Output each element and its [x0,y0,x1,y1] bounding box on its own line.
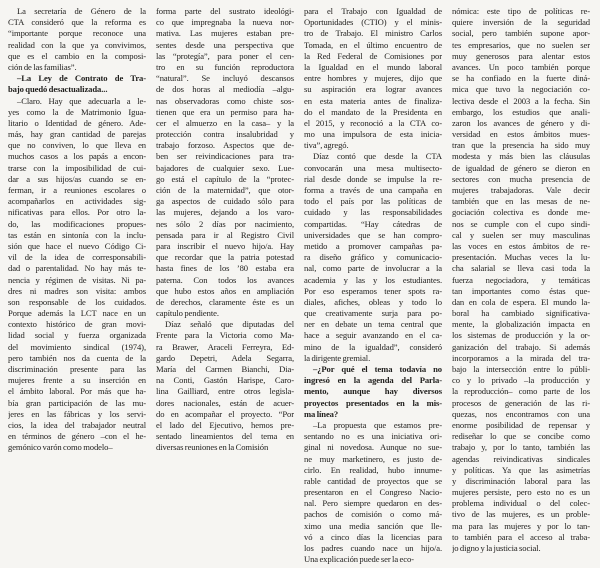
article-heading-line: ingresó en la agenda del Parla- [304,375,442,386]
article-text-line: pero también nos da cuenta de la [8,352,146,363]
article-text-line: mativa. Las mujeres estaban pre- [156,28,294,39]
article-text-line: convocarán una mesa multisecto- [304,162,442,173]
article-text-line: modesta y más bien las cláusulas [452,151,590,162]
article-text-line: cios, la idea del trabajador neutral [8,419,146,430]
article-text-line: –Claro. Hay que adecuarla a le- [17,95,146,106]
article-text-line: to también para el acceso al traba- [452,531,590,542]
article-text-line: –La propuesta que estamos pre- [313,419,442,430]
article-text-line: fuerza negociadora, y temáticas [452,274,590,285]
article-text-line: go está el capítulo de la “protec- [156,173,294,184]
article-text-line: sión que hace el nuevo Código Ci- [8,240,146,251]
article-text-line: nal, como parte de involucrar a la [304,263,442,274]
article-text-line: que hubo estos años en ampliación [156,285,294,296]
article-text-line: tienen que era un permiso para ha- [156,106,294,117]
article-text-line: para inscribir el nuevo hijo/a. Hay [156,240,294,251]
article-text-line: enorme posibilidad de repensar y [452,419,590,430]
article-text-line: dres ni madres son visita: ambos [8,285,146,296]
article-text-line: sentado lineamientos del tema en [156,431,294,442]
article-text-line: gociación colectiva es donde me- [452,207,590,218]
article-text-line: nes sólo 2 días por nacimiento, [156,218,294,229]
article-text-line: diales, afiches, obleas y todo lo [304,296,442,307]
article-text-line: mo una impulsora de esta inicia- [304,129,442,140]
article-text-line: ma para las mujeres y por lo tan- [452,520,590,531]
article-text-line: Una explicación puede ser la eco- [304,554,414,565]
article-text-line: que es el cambio en la composi- [8,50,146,61]
article-text-line: la dirigente gremial. [304,352,371,363]
article-text-line: vil de la idea de corresponsabili- [8,252,146,263]
article-text-line: Por eso esperamos tener spots ra- [304,285,442,296]
article-text-line: tran que la presencia ha sido muy [452,140,590,151]
article-text-line: presentaron en el Congreso Nacio- [304,487,442,498]
article-text-line: el 2015, y reconoció a la CTA co- [304,117,442,128]
article-text-line: cirlo. En realidad, hubo innume- [304,464,442,475]
article-text-line: sentando no es una iniciativa ori- [304,431,442,442]
article-text-line: sentes desde una perspectiva que [156,39,294,50]
article-text-line: la reproducción– como parte de los [452,386,590,397]
article-text-line: de igualdad de género se dieron en [452,162,590,173]
article-text-line: las “protegía”, para poner el cen- [156,50,294,61]
article-text-line: la Red Federal de Comisiones por [304,50,442,61]
article-column [452,6,590,568]
article-text-line: ga aspectos de cuidado sólo para [156,196,294,207]
article-text-line: forma parte del sustrato ideológi- [156,6,294,16]
article-text-line: de derechos, claramente éste es un [156,296,294,307]
article-text-line: tro de Trabajo. El ministro Carlos [304,28,442,39]
article-text-line: “natural”. Se incluyó descansos [156,73,294,84]
article-text-line: discriminación presente para las [8,364,146,374]
article-text-line: pensada para ir al Registro Civil [156,229,294,240]
article-text-line: el ámbito laboral. Por más que ha- [8,386,146,397]
article-text-line: su aspiración era lograr avances [304,84,442,95]
article-text-line: el lado del Ejecutivo, hemos pre- [156,419,294,430]
article-text-line: lina Gailliard, entre otros legisla- [156,386,294,397]
article-text-line: incorporamos a la mirada del tra- [452,352,590,363]
article-text-line: zaron los avances de género y di- [452,117,590,128]
article-text-line: mente, la globalización impacta en [452,319,590,330]
article-heading-line: –¿Por qué el tema todavía no [313,364,442,374]
article-text-line: ximo una media sanción que lle- [304,520,442,531]
article-text-line: muchos casos a los papás a encon- [8,151,146,162]
article-text-line: de dos horas al mediodía –algu- [156,84,294,95]
article-text-line: hasta fines de los ’80 estaba era [156,263,294,274]
article-text-line: que no conviven, lo que lleva en [8,140,146,151]
article-text-line: CTA consideró que la reforma es [8,17,146,28]
article-text-line: más, hay gran cantidad de parejas [8,129,146,140]
article-column [156,6,294,568]
article-text-line: ra diseño gráfico y comunicacio- [304,252,442,263]
article-text-line: cha salarial se lleva casi toda la [452,263,590,274]
article-text-line: lidad social y fuerza organizada [8,330,146,341]
article-text-line: rable cantidad de proyectos que se [304,475,442,486]
article-text-line: embargo, los estudios que anali- [452,106,590,117]
article-text-line: nencia y régimen de visitas. Ni pa- [8,274,146,285]
article-text-line: quiere inversión de la seguridad [452,17,590,28]
article-text-line: muy generosos para alentar estos [452,50,590,61]
article-text-line: del movimiento sindical (1974), [8,341,146,352]
article-heading-line: proyectos presentados en la mis- [304,397,442,408]
article-text-line: co y lo privado –la producción y [452,375,590,386]
article-text-line: entre hombres y mujeres, dijo que [304,73,442,84]
article-text-line: litario o Identidad de género. Ade- [8,117,146,128]
article-text-line: sectores con mucha presencia de [452,173,590,184]
article-text-line: gardo Depetri, Adela Segarra, [156,352,294,363]
article-text-line: mujeres frente a su inserción en [8,375,146,386]
article-text-line: tas están en sintonía con la inclu- [8,229,146,240]
article-text-line: jeres en las fábricas y los servi- [8,408,146,419]
article-text-line: trabajo forzoso. Aspectos que de- [156,140,294,151]
article-text-line: paterna. Con todos los avances [156,274,294,285]
article-text-line: nos se cumple con el cupo sindi- [452,218,590,229]
article-text-line: también que en las mesas de ne- [452,196,590,207]
article-text-line: bajadores de cualquier sexo. Lue- [156,162,294,173]
article-text-line: universidades que se han compro- [304,229,442,240]
article-text-line: ben ser reivindicaciones para tra- [156,151,294,162]
article-text-line: academia y las y los estudiantes. [304,274,442,285]
article-text-line: ner en debate un tema central que [304,319,442,330]
article-heading-line: –La Ley de Contrato de Tra- [17,73,146,84]
article-text-line: pachos de comisión o como má- [304,509,442,520]
article-text-line: avances. Un poco también porque [452,61,590,72]
article-text-line: rial desde donde se impulse la re- [304,173,442,184]
article-text-line: bajo la intersección entre lo públi- [452,364,590,374]
article-text-line: contexto histórico de gran movi- [8,319,146,330]
article-text-line: ginal ni novedosa. Aunque no sue- [304,442,442,453]
article-text-line: vó a cinco días la licencias para [304,531,442,542]
article-text-line: protección contra insalubridad y [156,129,294,140]
article-text-line: cuidado y las responsabilidades [304,207,442,218]
article-text-line: mino de la igualdad”, consideró [304,341,442,352]
article-text-line: hace a seguir avanzando en el ca- [304,330,442,341]
article-text-line: co que impregnaba la nueva nor- [156,17,294,28]
article-heading-line: ma línea? [304,408,339,419]
article-text-line: mujeres trabajadoras. Vale decir [452,185,590,195]
article-text-line: las mujeres, dejando a los varo- [156,207,294,218]
article-text-line: Díaz contó que desde la CTA [313,151,442,162]
article-text-line: Porque además la LCT nace en un [8,308,146,319]
article-text-line: dores nacionales, están de acuer- [156,397,294,408]
article-text-line: diversas reuniones en la Comisión [156,442,269,453]
article-text-line: trarse con la imposibilidad de cui- [8,162,146,173]
article-text-line: dad o parentalidad. No hay más te- [8,263,146,274]
article-text-line: procesos de generación de las ri- [452,397,590,408]
article-text-line: trabajo y, por lo tanto, también las [452,442,590,453]
article-text-line: acompañarlos en actividades sig- [8,196,146,207]
article-text-line: tivo de las mujeres, es un proble- [452,509,590,520]
article-text-line: ferman, ir a reuniones escolares o [8,185,146,195]
article-text-line: mujeres persiste, pero esto no es un [452,487,590,498]
article-text-line: que creativamente surja para po- [304,308,442,319]
article-text-line: se ha confiado en la fuerte diná- [452,73,590,84]
article-text-line: y políticas. Ya que las asimetrías [452,464,590,475]
article-text-line: y discriminación laboral para las [452,475,590,486]
article-text-line: las voces en estos ámbitos de re- [452,240,590,251]
article-text-line: tro en su función reproductora [156,61,294,72]
article-text-line: bía gran participación de las mu- [8,397,146,408]
article-text-line: social, pero también supone apor- [452,28,590,39]
article-text-line: capítulo pendiente. [156,308,219,319]
article-column [304,6,442,568]
article-text-line: Tomada, en el último encuentro de [304,39,442,50]
article-text-line: jo digno y la justicia social. [452,543,541,553]
article-text-line: tiva”, agregó. [304,140,349,151]
article-text-line: problema individual o del colec- [452,498,590,509]
article-text-line: nas observadoras como chiste sos- [156,95,294,106]
article-text-line: todo el país por las políticas de [304,196,442,207]
article-text-line: tan importantes como éstas que- [452,285,590,296]
article-text-line: los padres cuando nace un hijo/a. [304,543,442,553]
article-text-line: Díaz señaló que diputadas del [165,319,294,330]
article-text-line: “importante porque reconoce una [8,28,146,39]
article-text-line: La secretaría de Género de la [17,6,146,16]
article-text-line: ción de la maternidad”, que otor- [156,185,294,195]
article-text-line: Frente para la Victoria como Ma- [156,330,294,341]
article-text-line: tes empresarios, que no suelen ser [452,39,590,50]
article-text-line: mica que tuvo la negociación co- [452,84,590,95]
article-column [8,6,146,568]
article-text-line: do, las modificaciones propues- [8,218,146,229]
article-text-line: ra Brawer, Araceli Ferreyra, Ed- [156,341,294,352]
article-text-line: Oportunidades (CTIO) y el minis- [304,17,442,28]
article-text-line: nal. Pero siempre quedaron en des- [304,498,442,509]
article-text-line: forma a través de una campaña en [304,185,442,195]
article-text-line: yes como la de Matrimonio Igua- [8,106,146,117]
article-text-line: que recordar que la patria potestad [156,252,294,263]
article-text-line: ganización del trabajo. Si además [452,341,590,352]
article-text-line: do el mandato de la Presidenta en [304,106,442,117]
article-text-line: gemónico varón como modelo– [8,442,113,453]
article-text-line: la Igualdad en el mundo laboral [304,61,442,72]
article-heading-line: mento, aunque hay diversos [304,386,442,397]
article-text-line: María del Carmen Bianchi, Dia- [156,364,294,374]
article-text-line: na Conti, Gastón Harispe, Caro- [156,375,294,386]
article-text-line: nómica: este tipo de políticas re- [452,6,590,16]
article-text-line: ne muy marketinero, es justo de- [304,453,442,464]
article-text-line: lectiva desde el 2003 a la fecha. Sin [452,95,590,106]
article-text-line: para el Trabajo con Igualdad de [304,6,442,16]
article-text-line: dan en cola de espera. El mundo la- [452,296,590,307]
article-text-line: son responsable de los cuidados. [8,296,146,307]
article-text-line: ción de las familias”. [8,61,77,72]
article-text-line: en esta materia antes de finaliza- [304,95,442,106]
article-text-line: presentación. Muchas veces la lu- [452,252,590,263]
article-text-line: nificativas para ellos. Por otro la- [8,207,146,218]
article-heading-line: bajo quedó desactualizada... [8,84,108,95]
article-text-line: boral ha cambiado significativa- [452,308,590,319]
article-text-line: los sistemas de producción y la or- [452,330,590,341]
article-text-line: realidad con la que ya convivimos, [8,39,146,50]
article-text-line: en términos de género –con el he- [8,431,146,442]
article-text-line: versidad en estos ámbitos mues- [452,129,590,140]
article-text-line: rediseñar lo que se concibe como [452,431,590,442]
article-text-line: dar a sus hijos/as cuando se en- [8,173,146,184]
article-text-line: quezas, nos encontramos con una [452,408,590,419]
article-text-line: agendas reivindicativas sindicales [452,453,590,464]
article-text-line: metido a promover campañas pa- [304,240,442,251]
article-text-line: compartidas. “Hay cátedras de [304,218,442,229]
article-text-line: do en acompañar el proyecto. “Por [156,408,294,419]
article-text-line: cal y suelen ser muy masculinas [452,229,590,240]
article-text-line: cer el almuerzo en la casa– y la [156,117,294,128]
